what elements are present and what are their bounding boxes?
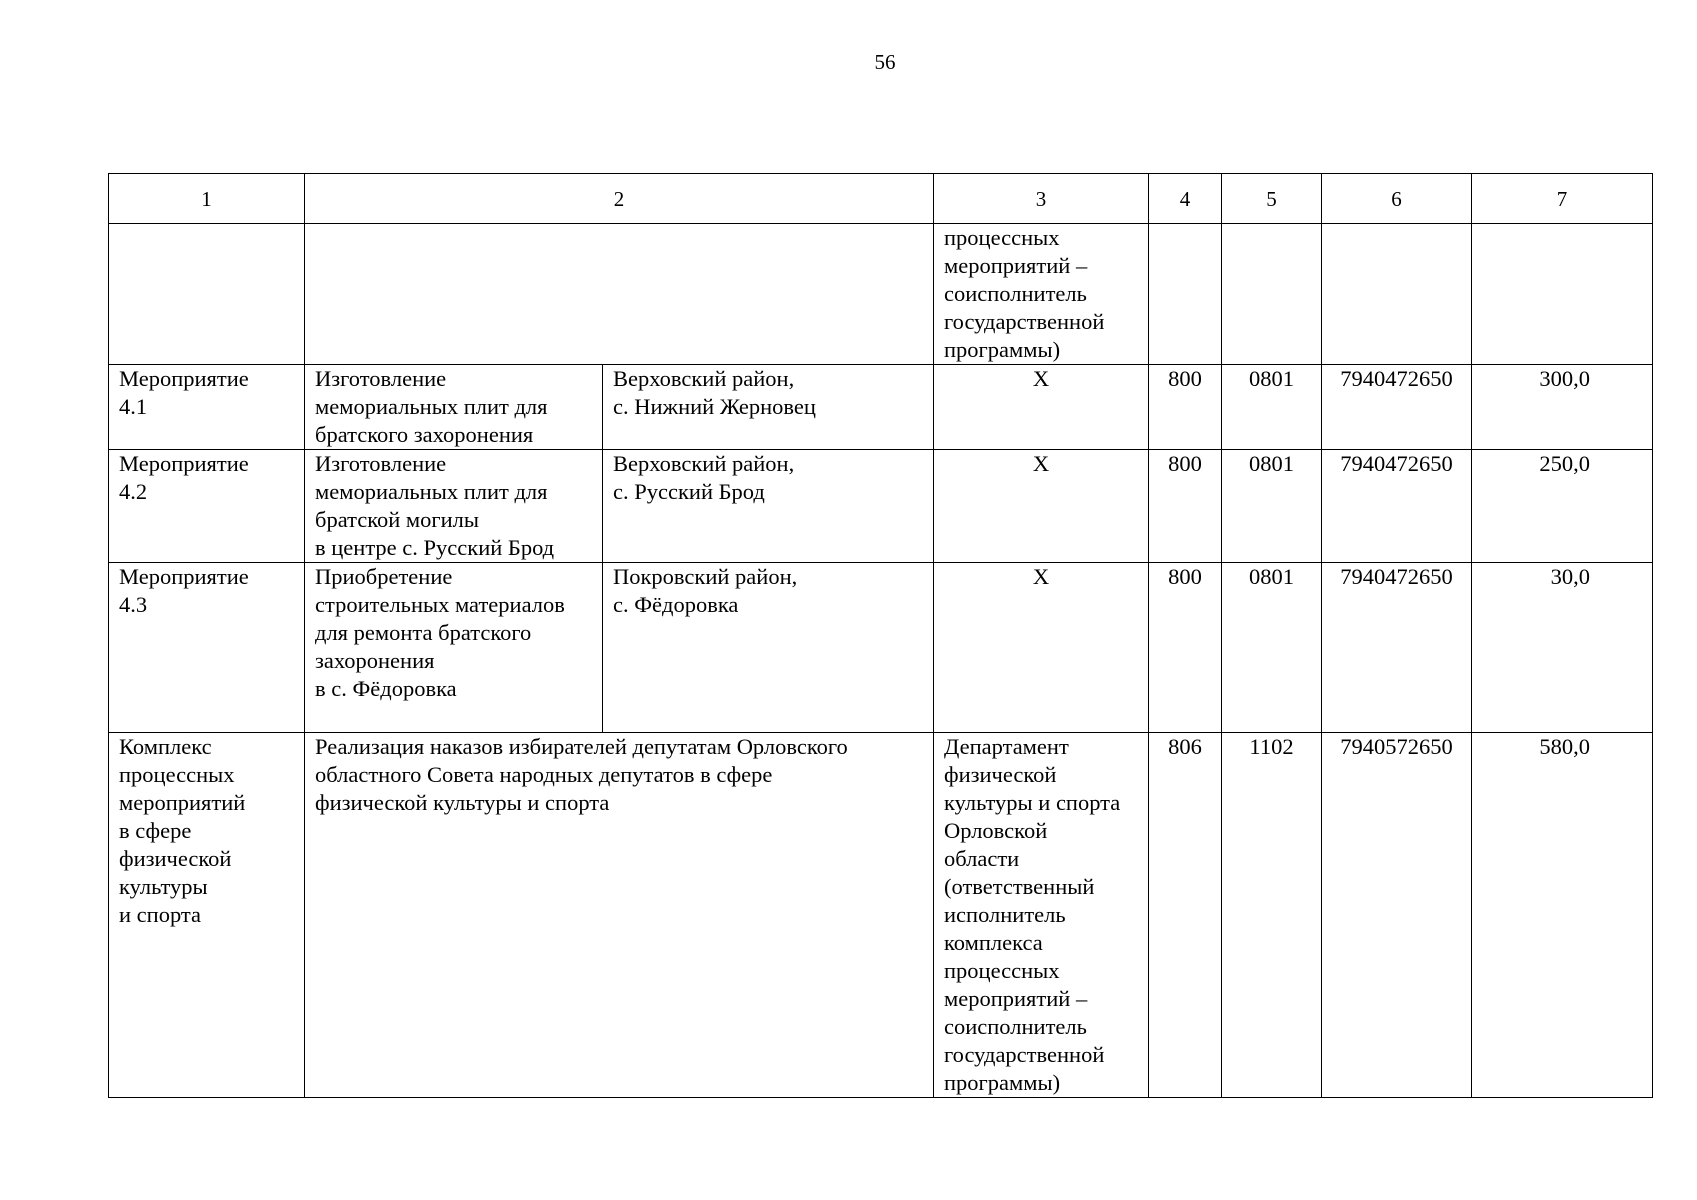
measure-executor-cell: X [934, 365, 1149, 450]
complex-csr-cell: 7940572650 [1322, 733, 1472, 1098]
measure-location-cell: Верховский район, с. Русский Брод [603, 450, 934, 563]
column-number-header-row [109, 174, 1653, 224]
table-row [109, 450, 1653, 563]
complex-row [109, 733, 1653, 1098]
column-header-6: 6 [1322, 174, 1472, 224]
measure-csr-cell: 7940472650 [1322, 365, 1472, 450]
complex-name-cell: Комплекс процессных мероприятий в сфере физической культуры и спорта [109, 733, 305, 1098]
measure-executor-cell: X [934, 563, 1149, 733]
continuation-row [109, 224, 1653, 365]
measure-location-cell: Верховский район, с. Нижний Жерновец [603, 365, 934, 450]
table-row [109, 563, 1653, 733]
measure-description-cell: Изготовление мемориальных плит для братского захоронения [305, 365, 603, 450]
complex-rzpr-cell: 1102 [1222, 733, 1322, 1098]
measure-csr-cell: 7940472650 [1322, 563, 1472, 733]
continuation-name-cell [109, 224, 305, 365]
continuation-description-cell [305, 224, 934, 365]
complex-description-cell: Реализация наказов избирателей депутатам Орловского областного Совета народных депутатов в сфере физической культуры и спорта [305, 733, 934, 1098]
continuation-executor-cell: процессных мероприятий – соисполнитель государственной программы) [934, 224, 1149, 365]
column-header-7: 7 [1472, 174, 1653, 224]
measure-csr-cell: 7940472650 [1322, 450, 1472, 563]
table-row [109, 365, 1653, 450]
complex-executor-cell: Департамент физической культуры и спорта Орловской области (ответственный исполнитель комплекса процессных мероприятий – соисполнитель государственной программы) [934, 733, 1149, 1098]
column-header-3: 3 [934, 174, 1149, 224]
page-number: 56 [874, 50, 896, 74]
column-header-1: 1 [109, 174, 305, 224]
continuation-grbs-cell [1149, 224, 1222, 365]
measure-description-cell: Приобретение строительных материалов для ремонта братского захоронения в с. Фёдоровка [305, 563, 603, 733]
continuation-amount-cell [1472, 224, 1653, 365]
measure-rzpr-cell: 0801 [1222, 365, 1322, 450]
measure-name-cell: Мероприятие 4.1 [109, 365, 305, 450]
measure-rzpr-cell: 0801 [1222, 450, 1322, 563]
measure-grbs-cell: 800 [1149, 365, 1222, 450]
measure-description-cell: Изготовление мемориальных плит для братской могилы в центре с. Русский Брод [305, 450, 603, 563]
program-measures-table [108, 173, 1653, 1098]
measure-grbs-cell: 800 [1149, 563, 1222, 733]
measure-amount-cell: 300,0 [1472, 365, 1653, 450]
measure-name-cell: Мероприятие 4.2 [109, 450, 305, 563]
continuation-rzpr-cell [1222, 224, 1322, 365]
measure-executor-cell: X [934, 450, 1149, 563]
measure-location-cell: Покровский район, с. Фёдоровка [603, 563, 934, 733]
measure-name-cell: Мероприятие 4.3 [109, 563, 305, 733]
continuation-csr-cell [1322, 224, 1472, 365]
measure-amount-cell: 250,0 [1472, 450, 1653, 563]
complex-grbs-cell: 806 [1149, 733, 1222, 1098]
measure-amount-cell: 30,0 [1472, 563, 1653, 733]
complex-amount-cell: 580,0 [1472, 733, 1653, 1098]
measure-grbs-cell: 800 [1149, 450, 1222, 563]
column-header-4: 4 [1149, 174, 1222, 224]
column-header-2: 2 [305, 174, 934, 224]
column-header-5: 5 [1222, 174, 1322, 224]
measure-rzpr-cell: 0801 [1222, 563, 1322, 733]
